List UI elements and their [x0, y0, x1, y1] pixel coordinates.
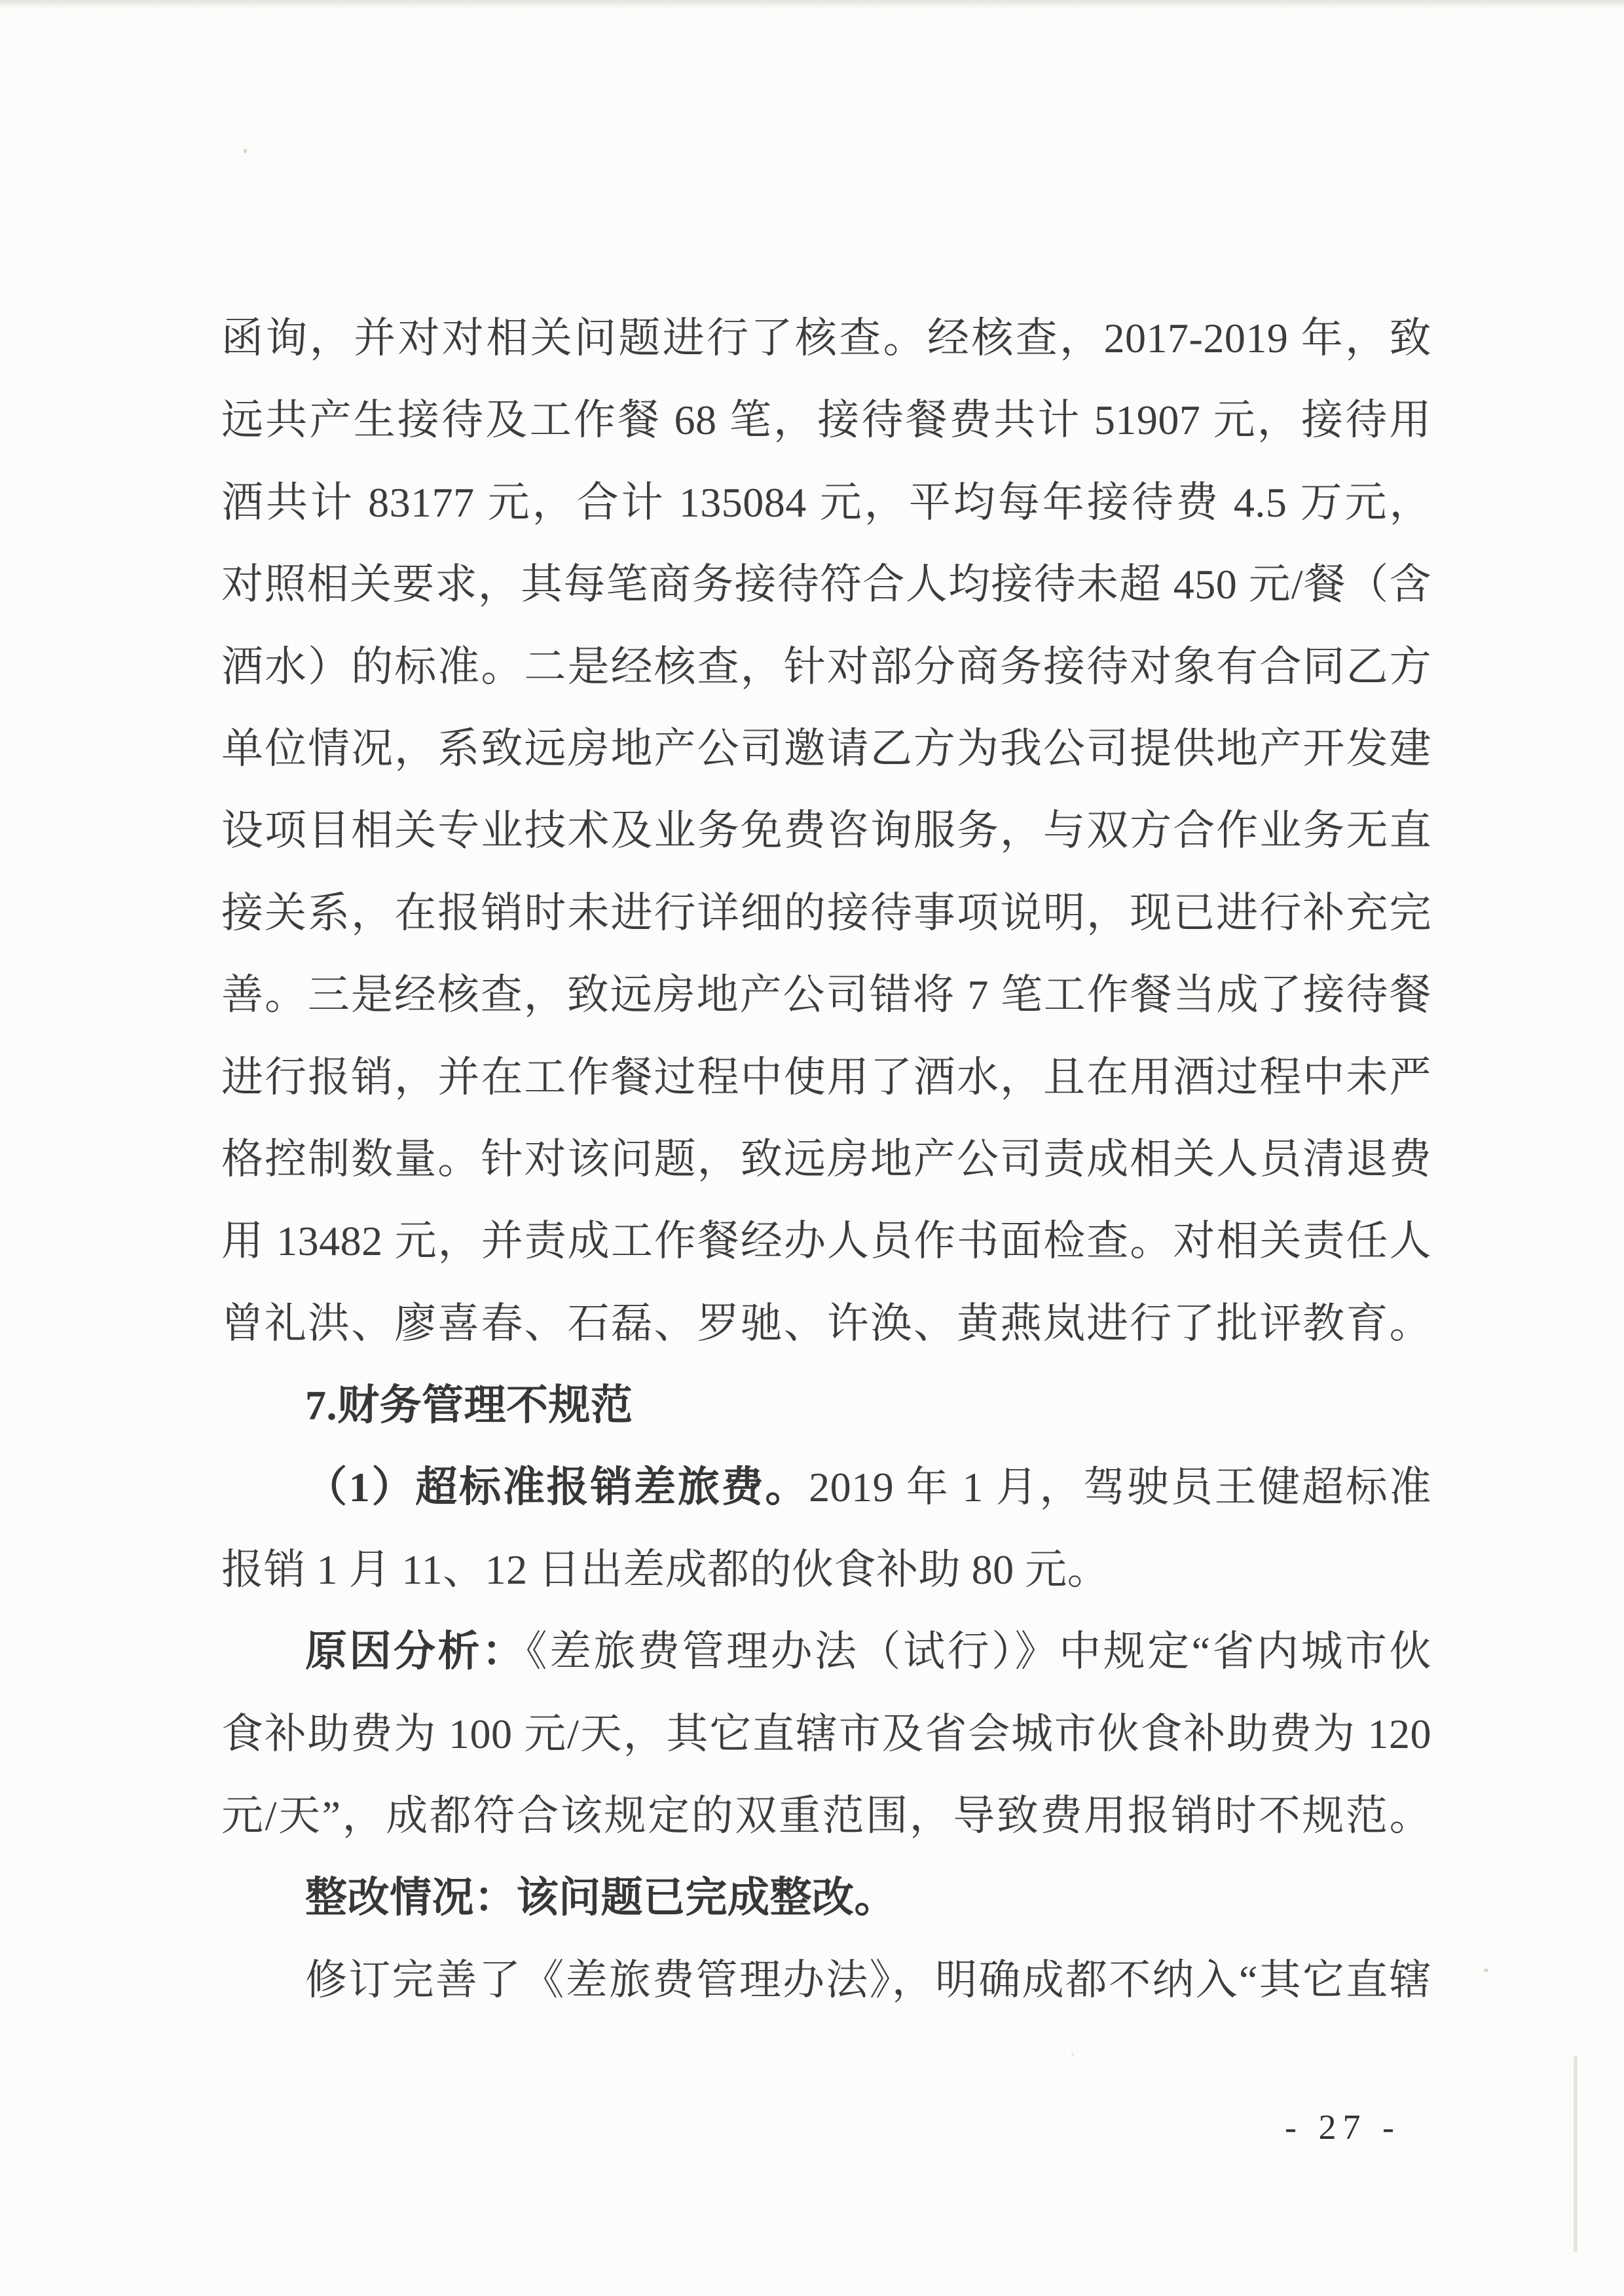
text-segment: 对照相关要求，其每笔商务接待符合人均接待未超 450 元/餐（含: [221, 561, 1431, 608]
scan-streak-artifact: [1574, 2056, 1578, 2252]
text-segment: 进行报销，并在工作餐过程中使用了酒水，且在用酒过程中未严: [221, 1053, 1431, 1101]
text-line: [221, 1529, 1431, 1611]
text-segment: 善。三是经核查，致远房地产公司错将 7 笔工作餐当成了接待餐: [221, 972, 1431, 1019]
bold-text-segment: 整改情况：该问题已完成整改。: [305, 1874, 896, 1922]
text-segment: 修订完善了《差旅费管理办法》，明确成都不纳入“其它直辖: [305, 1956, 1431, 2003]
text-segment: 曾礼洪、廖喜春、石磊、罗驰、许涣、黄燕岚进行了批评教育。: [221, 1300, 1431, 1347]
text-segment: 2019 年 1 月，驾驶员王健超标准: [809, 1464, 1432, 1511]
text-segment: 报销 1 月 11、12 日出差成都的伙食补助 80 元。: [221, 1546, 1110, 1593]
text-segment: 接关系，在报销时未进行详细的接待事项说明，现已进行补充完: [221, 889, 1431, 936]
text-segment: 用 13482 元，并责成工作餐经办人员作书面检查。对相关责任人: [221, 1218, 1431, 1265]
text-segment: 元/天”，成都符合该规定的双重范围，导致费用报销时不规范。: [221, 1793, 1431, 1840]
text-segment: 格控制数量。针对该问题，致远房地产公司责成相关人员清退费: [221, 1135, 1431, 1182]
text-line: [221, 1693, 1431, 1775]
bold-text-segment: 7.财务管理不规范: [305, 1382, 633, 1429]
scan-edge-artifact: [0, 0, 1624, 9]
text-line: [221, 1775, 1431, 1857]
text-line: [221, 1200, 1431, 1282]
text-segment: 远共产生接待及工作餐 68 笔，接待餐费共计 51907 元，接待用: [221, 397, 1431, 444]
text-segment: 酒共计 83177 元，合计 135084 元，平均每年接待费 4.5 万元，: [221, 479, 1431, 526]
text-line: [221, 626, 1431, 708]
text-segment: 函询，并对对相关问题进行了核查。经核查，2017-2019 年，致: [221, 315, 1431, 361]
text-line: [221, 1446, 1431, 1528]
text-line: [221, 462, 1431, 543]
text-segment: 酒水）的标准。二是经核查，针对部分商务接待对象有合同乙方: [221, 643, 1431, 690]
text-line: [221, 1939, 1431, 2021]
text-line: [221, 1118, 1431, 1200]
page-number: - 27 -: [1285, 2107, 1401, 2147]
text-segment: 单位情况，系致远房地产公司邀请乙方为我公司提供地产开发建: [221, 725, 1431, 772]
text-line: [221, 1364, 1431, 1446]
bold-text-segment: （1）超标准报销差旅费。: [305, 1464, 809, 1511]
text-line: [221, 954, 1431, 1036]
scan-speck: [244, 149, 247, 153]
text-line: [221, 543, 1431, 625]
text-line: [221, 708, 1431, 790]
text-line: [221, 1036, 1431, 1118]
bold-text-segment: 原因分析：: [305, 1628, 526, 1675]
text-line: [221, 297, 1431, 379]
scan-speck: [1484, 1969, 1488, 1972]
scan-speck: [1071, 2053, 1074, 2056]
text-segment: 《差旅费管理办法（试行）》中规定“省内城市伙: [526, 1628, 1432, 1675]
text-line: [221, 872, 1431, 954]
document-body: [221, 297, 1431, 2021]
text-line: [221, 1611, 1431, 1692]
text-line: [221, 379, 1431, 461]
text-segment: 食补助费为 100 元/天，其它直辖市及省会城市伙食补助费为 120: [221, 1710, 1431, 1757]
text-line: [221, 1857, 1431, 1939]
text-line: [221, 1283, 1431, 1364]
text-segment: 设项目相关专业技术及业务免费咨询服务，与双方合作业务无直: [221, 807, 1431, 854]
text-line: [221, 790, 1431, 871]
